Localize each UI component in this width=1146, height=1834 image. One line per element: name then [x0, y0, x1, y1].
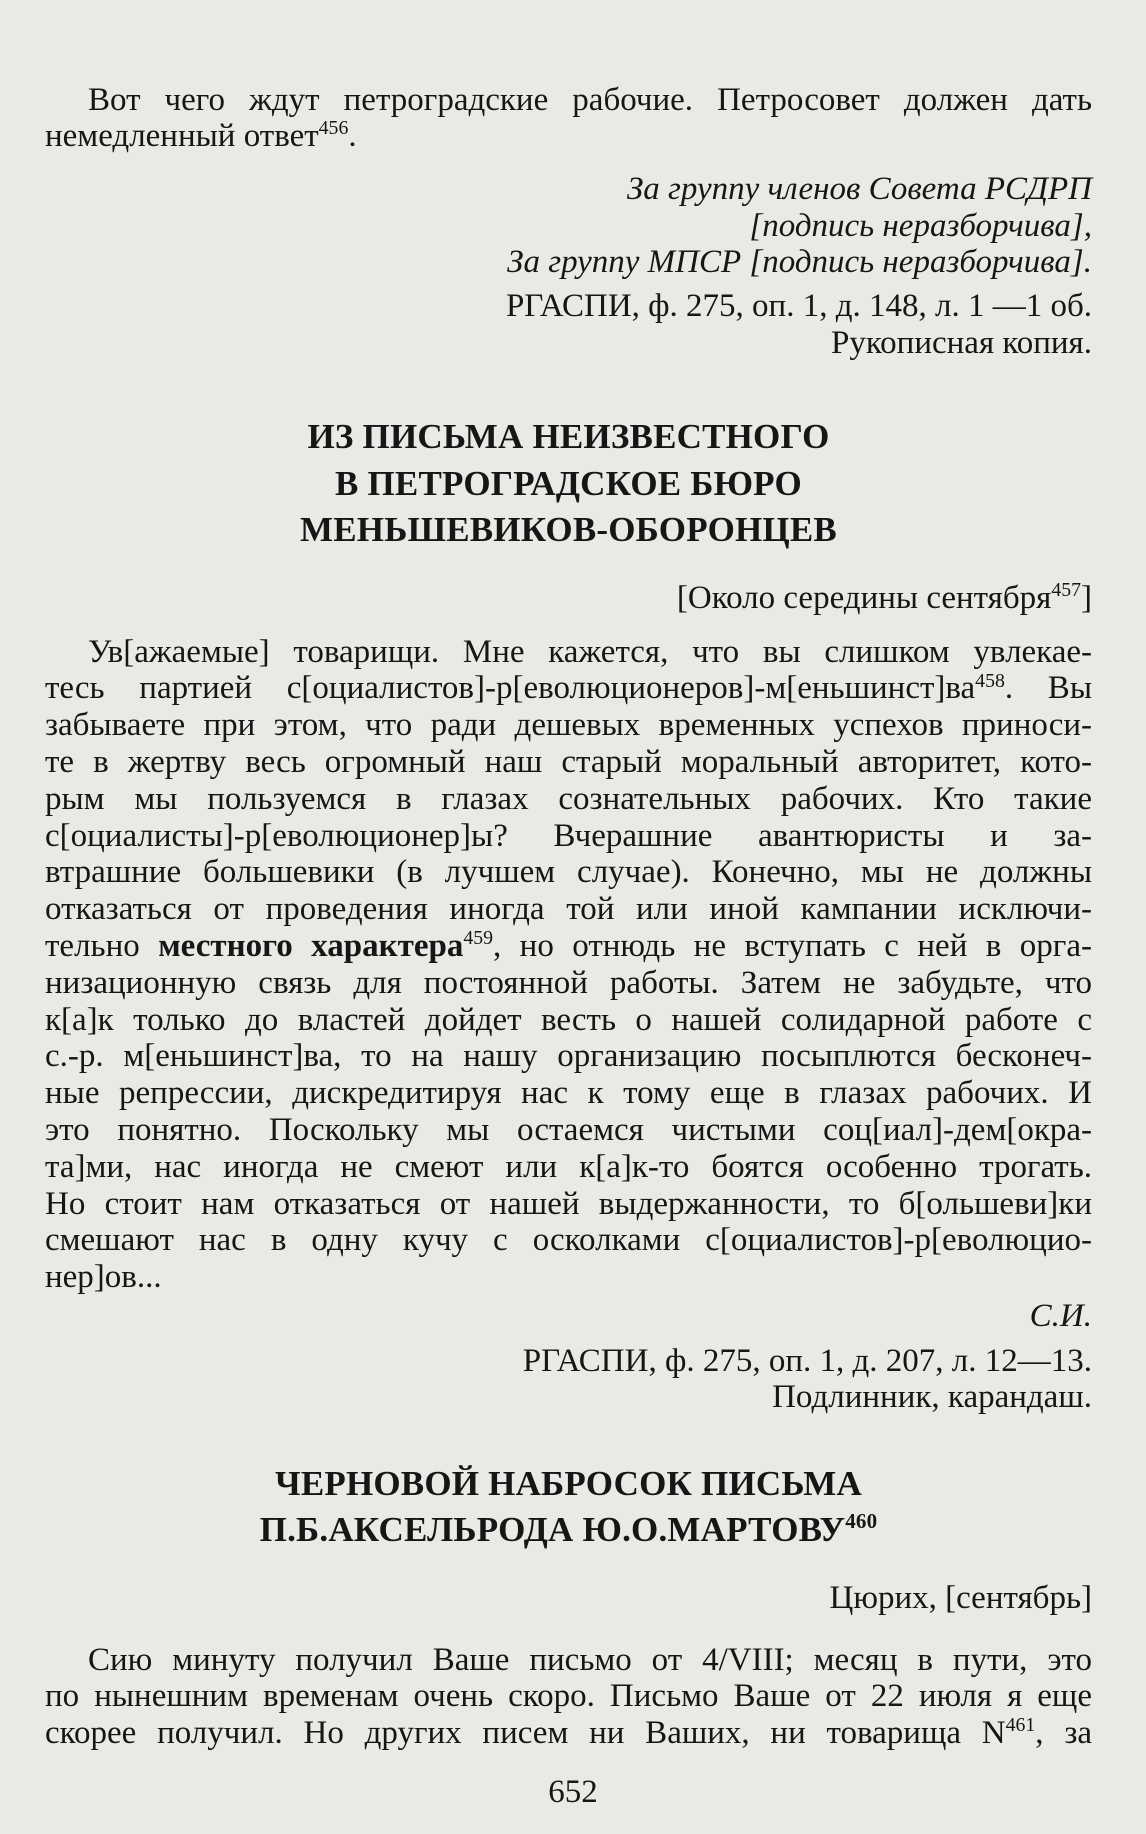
- letter-line: низационную связь для постоянной работы. Затем не забудьте, что: [45, 964, 1092, 1001]
- intro-line-2: [45, 118, 1092, 155]
- letter-line: та]ми, нас иногда не смеют или к[а]к-то боятся особенно трогать.: [45, 1148, 1092, 1185]
- footnote-ref-456: 456: [318, 117, 349, 140]
- letter-line: [45, 670, 1092, 707]
- footnote-ref-459: 459: [463, 927, 493, 950]
- letter-line: [45, 928, 1092, 965]
- doc1-date: [45, 580, 1092, 617]
- doc2-title-line-2: [45, 1509, 1092, 1551]
- signature-line-3: За группу МПСР [подпись неразборчива].: [507, 244, 1092, 280]
- letter-line: по нынешним временам очень скоро. Письмо Ваше от 22 июля я еще: [45, 1678, 1092, 1715]
- doc1-signature: С.И.: [1029, 1298, 1092, 1334]
- doc2-place-date: Цюрих, [сентябрь]: [829, 1580, 1092, 1616]
- letter-line: втрашние большевики (в лучшем случае). Конечно, мы не должны: [45, 854, 1092, 891]
- letter-line: с[оциалисты]-р[еволюционер]ы? Вчерашние авантюристы и за-: [45, 817, 1092, 854]
- letter-line-text: тесь партией с[оциалистов]-р[еволюционеров]-м[еньшинст]ва: [45, 670, 976, 707]
- doc1-title-line-3: МЕНЬШЕВИКОВ-ОБОРОНЦЕВ: [300, 510, 837, 549]
- letter-line: с.-р. м[еньшинст]ва, то на нашу организацию посыплются бесконеч-: [45, 1038, 1092, 1075]
- intro-line-1: Вот чего ждут петроградские рабочие. Петросовет должен дать: [88, 82, 1092, 118]
- letter-line-text: тельно: [45, 927, 159, 964]
- letter-line-text: , за: [1035, 1715, 1092, 1752]
- signature-line-2: [подпись неразборчива],: [749, 208, 1092, 244]
- archive-reference-2: РГАСПИ, ф. 275, оп. 1, д. 207, л. 12—13.: [522, 1343, 1092, 1379]
- footnote-ref-461: 461: [1005, 1714, 1036, 1737]
- letter-line: это понятно. Поскольку мы остаемся чистыми соц[иал]-дем[окра-: [45, 1111, 1092, 1148]
- signature-line-1: За группу членов Совета РСДРП: [626, 171, 1092, 207]
- doc2-body: [45, 1642, 1092, 1752]
- letter-line: Сию минуту получил Ваше письмо от 4/VIII; месяц в пути, это: [88, 1641, 1092, 1678]
- letter-line: [45, 1715, 1092, 1752]
- doc1-date-end: ]: [1081, 580, 1092, 616]
- letter-line: к[а]к только до властей дойдет весть о нашей солидарной работе с: [45, 1001, 1092, 1038]
- footnote-ref-457: 457: [1051, 579, 1081, 602]
- intro-line-2-text: немедленный ответ: [45, 118, 319, 154]
- doc1-date-text: [Около середины сентября: [676, 580, 1052, 616]
- letter-line: отказаться от проведения иногда той или иной кампании исключи-: [45, 891, 1092, 928]
- archive-note-1: Рукописная копия.: [830, 325, 1092, 361]
- doc1-title-line-2: В ПЕТРОГРАДСКОЕ БЮРО: [335, 464, 802, 503]
- letter-line: смешают нас в одну кучу с осколками с[оциалистов]-р[еволюцио-: [45, 1222, 1092, 1259]
- letter-line: Но стоит нам отказаться от нашей выдержанности, то б[ольшеви]ки: [45, 1185, 1092, 1222]
- intro-line-2-end: .: [348, 118, 357, 154]
- footnote-ref-458: 458: [975, 669, 1005, 692]
- archive-note-2: Подлинник, карандаш.: [772, 1379, 1092, 1415]
- letter-line: забываете при этом, что ради дешевых временных успехов приноси-: [45, 707, 1092, 744]
- letter-line-text: скорее получил. Но других писем ни Ваших, ни товарища N: [45, 1715, 1006, 1752]
- bold-phrase: местного характера: [158, 927, 464, 964]
- letter-line: нер]ов...: [45, 1259, 162, 1296]
- letter-line: рым мы пользуемся в глазах сознательных рабочих. Кто такие: [45, 780, 1092, 817]
- doc1-title-line-1: ИЗ ПИСЬМА НЕИЗВЕСТНОГО: [307, 417, 830, 456]
- footnote-ref-460: 460: [845, 1509, 878, 1534]
- doc2-title-line-1: ЧЕРНОВОЙ НАБРОСОК ПИСЬМА: [274, 1464, 863, 1503]
- letter-line: ные репрессии, дискредитируя нас к тому еще в глазах рабочих. И: [45, 1075, 1092, 1112]
- doc1-body: [45, 634, 1092, 1296]
- letter-line: Ув[ажаемые] товарищи. Мне кажется, что вы слишком увлекае-: [88, 633, 1092, 670]
- letter-line: те в жертву весь огромный наш старый моральный авторитет, кото-: [45, 743, 1092, 780]
- letter-line-text: . Вы: [1004, 670, 1092, 707]
- page-number: 652: [548, 1774, 598, 1810]
- archive-reference-1: РГАСПИ, ф. 275, оп. 1, д. 148, л. 1 —1 об.: [505, 288, 1092, 324]
- doc2-title-text: П.Б.АКСЕЛЬРОДА Ю.О.МАРТОВУ: [259, 1510, 846, 1549]
- letter-line-text: , но отнюдь не вступать с ней в орга-: [493, 927, 1092, 964]
